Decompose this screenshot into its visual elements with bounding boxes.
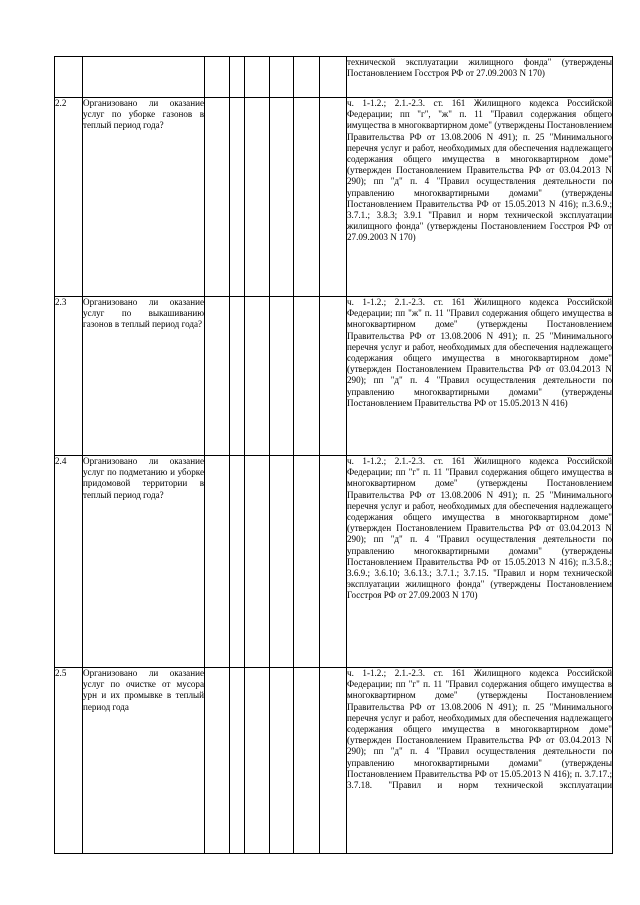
answer-cell bbox=[294, 668, 320, 854]
row-number: 2.3 bbox=[55, 297, 67, 307]
row-number-cell bbox=[55, 456, 83, 668]
question-text: Организовано ли оказание услуг по уборке газонов в теплый период года? bbox=[83, 98, 204, 131]
reference-text: ч. 1-1.2.; 2.1.-2.3. ст. 161 Жилищного кодекса Российской Федерации; пп "ж" п. 11 "Правил содержания общего имущества в многоквартирном доме" (утверждены Постановлением Правительства РФ от 13.08.2006 N 491); п. 25 "Минимального перечня услуг и работ, необходимых для обеспечения надлежащего содержания общего имущества в многоквартирном доме" (утвержден Постановлением Правительства РФ от 03.04.2013 N 290); пп "д" п. 4 "Правил осуществления деятельности по управлению многоквартирными домами" (утверждены Постановлением Правительства РФ от 15.05.2013 N 416) bbox=[347, 297, 612, 408]
answer-cell bbox=[205, 297, 230, 456]
answer-cell bbox=[245, 297, 270, 456]
question-text: Организовано ли оказание услуг по выкашиванию газонов в теплый период года? bbox=[83, 297, 204, 330]
reference-cell bbox=[347, 668, 613, 854]
row-number: 2.5 bbox=[55, 668, 67, 678]
question-text: Организовано ли оказание услуг по подметанию и уборке придомовой территории в теплый период года? bbox=[83, 456, 204, 500]
answer-cell bbox=[230, 668, 245, 854]
question-cell bbox=[83, 98, 205, 297]
reference-text: ч. 1-1.2.; 2.1.-2.3. ст. 161 Жилищного кодекса Российской Федерации; пп "г" п. 11 "Правил содержания общего имущества в многоквартирном доме" (утверждены Постановлением Правительства РФ от 13.08.2006 N 491); п. 25 "Минимального перечня услуг и работ, необходимых для обеспечения надлежащего содержания общего имущества в многоквартирном доме" (утвержден Постановлением Правительства РФ от 03.04.2013 N 290); пп "д" п. 4 "Правил осуществления деятельности по управлению многоквартирными домами" (утверждены Постановлением Правительства РФ от 15.05.2013 N 416); п. 3.7.17.; 3.7.18. "Правил и норм технической эксплуатации bbox=[347, 668, 612, 791]
answer-cell bbox=[270, 98, 294, 297]
question-cell bbox=[83, 668, 205, 854]
answer-cell bbox=[294, 98, 320, 297]
table-row bbox=[55, 668, 613, 854]
answer-cell bbox=[205, 98, 230, 297]
answer-cell bbox=[205, 456, 230, 668]
answer-cell bbox=[294, 456, 320, 668]
answer-cell bbox=[270, 297, 294, 456]
answer-cell bbox=[270, 456, 294, 668]
row-number-cell bbox=[55, 668, 83, 854]
reference-cell bbox=[347, 297, 613, 456]
answer-cell bbox=[320, 57, 347, 98]
row-number: 2.4 bbox=[55, 456, 67, 466]
answer-cell bbox=[320, 297, 347, 456]
row-number-cell bbox=[55, 98, 83, 297]
question-cell bbox=[83, 57, 205, 98]
row-number-cell bbox=[55, 297, 83, 456]
answer-cell bbox=[320, 668, 347, 854]
table-row bbox=[55, 297, 613, 456]
answer-cell bbox=[294, 297, 320, 456]
reference-text: ч. 1-1.2.; 2.1.-2.3. ст. 161 Жилищного кодекса Российской Федерации; пп "г" п. 11 "Правил содержания общего имущества в многоквартирном доме" (утверждены Постановлением Правительства РФ от 13.08.2006 N 491); п. 25 "Минимального перечня услуг и работ, необходимых для обеспечения надлежащего содержания общего имущества в многоквартирном доме" (утвержден Постановлением Правительства РФ от 03.04.2013 N 290); пп "д" п. 4 "Правил осуществления деятельности по управлению многоквартирными домами" (утверждены Постановлением Правительства РФ от 15.05.2013 N 416); п.3.5.8.; 3.6.9.; 3.6.10; 3.6.13.; 3.7.1.; 3.7.15. "Правил и норм технической эксплуатации жилищного фонда" (утверждены Постановлением Госстроя РФ от 27.09.2003 N 170) bbox=[347, 456, 612, 601]
reference-cell bbox=[347, 98, 613, 297]
answer-cell bbox=[270, 668, 294, 854]
row-number: 2.2 bbox=[55, 98, 67, 108]
answer-cell bbox=[245, 668, 270, 854]
answer-cell bbox=[320, 98, 347, 297]
row-number-cell bbox=[55, 57, 83, 98]
table-row bbox=[55, 456, 613, 668]
reference-cell bbox=[347, 456, 613, 668]
answer-cell bbox=[270, 57, 294, 98]
question-text: Организовано ли оказание услуг по очистке от мусора урн и их промывке в теплый период года bbox=[83, 668, 204, 712]
answer-cell bbox=[230, 57, 245, 98]
answer-cell bbox=[245, 57, 270, 98]
answer-cell bbox=[245, 456, 270, 668]
reference-cell bbox=[347, 57, 613, 98]
table-row bbox=[55, 57, 613, 98]
question-cell bbox=[83, 297, 205, 456]
reference-text: ч. 1-1.2.; 2.1.-2.3. ст. 161 Жилищного кодекса Российской Федерации; пп "г", "ж" п. 11 "Правил содержания общего имущества в многоквартирном доме" (утверждены Постановлением Правительства РФ от 13.08.2006 N 491); п. 25 "Минимального перечня услуг и работ, необходимых для обеспечения надлежащего содержания общего имущества в многоквартирном доме" (утвержден Постановлением Правительства РФ от 03.04.2013 N 290); пп "д" п. 4 "Правил осуществления деятельности по управлению многоквартирными домами" (утверждены Постановлением Правительства РФ от 15.05.2013 N 416); п.3.6.9.; 3.7.1.; 3.8.3; 3.9.1 "Правил и норм технической эксплуатации жилищного фонда" (утверждены Постановлением Госстроя РФ от 27.09.2003 N 170) bbox=[347, 98, 612, 243]
answer-cell bbox=[230, 297, 245, 456]
reference-text: технической эксплуатации жилищного фонда" (утверждены Постановлением Госстроя РФ от 27.09.2003 N 170) bbox=[347, 57, 612, 79]
answer-cell bbox=[205, 668, 230, 854]
checklist-table bbox=[54, 56, 613, 854]
answer-cell bbox=[320, 456, 347, 668]
answer-cell bbox=[230, 98, 245, 297]
answer-cell bbox=[205, 57, 230, 98]
answer-cell bbox=[245, 98, 270, 297]
question-cell bbox=[83, 456, 205, 668]
answer-cell bbox=[294, 57, 320, 98]
table-row bbox=[55, 98, 613, 297]
answer-cell bbox=[230, 456, 245, 668]
